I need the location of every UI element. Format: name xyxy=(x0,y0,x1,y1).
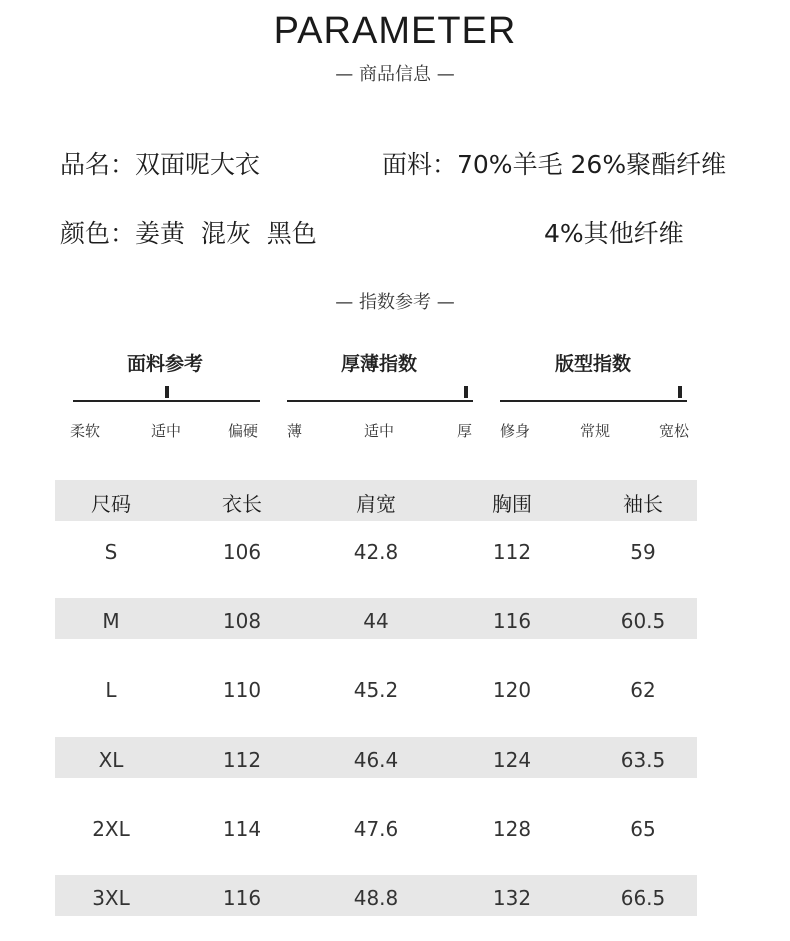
scale-fit-label-low: 修身 xyxy=(500,422,531,440)
product-name: 品名：双面呢大衣 xyxy=(60,150,261,179)
scale-thickness-label-high: 厚 xyxy=(457,422,473,440)
scale-thickness-marker xyxy=(464,386,468,398)
scale-thickness-title: 厚薄指数 xyxy=(340,353,417,375)
table-cell-size: 3XL xyxy=(92,886,130,910)
table-cell-chest: 116 xyxy=(492,609,532,633)
scale-thickness-label-low: 薄 xyxy=(287,422,303,440)
table-cell-sleeve: 66.5 xyxy=(620,886,666,910)
page-title: PARAMETER xyxy=(273,10,517,52)
table-cell-sleeve: 62 xyxy=(630,678,656,702)
product-fabric: 面料：70%羊毛 26%聚酯纤维 xyxy=(382,150,727,179)
table-cell-length: 112 xyxy=(222,748,262,772)
table-cell-shoulder: 44 xyxy=(363,609,389,633)
table-cell-shoulder: 42.8 xyxy=(353,540,399,564)
table-header-length: 衣长 xyxy=(222,492,262,516)
product-colors: 颜色：姜黄 混灰 黑色 xyxy=(60,219,317,248)
product-fabric-continued: 4%其他纤维 xyxy=(544,219,684,248)
scale-fit-label-high: 宽松 xyxy=(659,422,690,440)
scale-fit-label-mid: 常规 xyxy=(580,422,611,440)
table-cell-chest: 124 xyxy=(492,748,532,772)
table-cell-size: XL xyxy=(98,748,124,772)
scale-fit-marker xyxy=(678,386,682,398)
scale-fabric-title: 面料参考 xyxy=(126,353,203,375)
table-cell-sleeve: 60.5 xyxy=(620,609,666,633)
scale-thickness-label-mid: 适中 xyxy=(364,422,395,440)
table-header-size: 尺码 xyxy=(91,492,131,516)
table-cell-sleeve: 63.5 xyxy=(620,748,666,772)
table-header-sleeve: 袖长 xyxy=(623,492,663,516)
scale-fabric-label-low: 柔软 xyxy=(70,422,101,440)
table-cell-length: 114 xyxy=(222,817,262,841)
table-cell-chest: 128 xyxy=(492,817,532,841)
scale-fit-title: 版型指数 xyxy=(554,353,631,375)
table-cell-chest: 112 xyxy=(492,540,532,564)
table-cell-sleeve: 59 xyxy=(630,540,656,564)
scale-fabric-line xyxy=(73,400,260,402)
table-cell-shoulder: 47.6 xyxy=(353,817,399,841)
scale-fabric-marker xyxy=(165,386,169,398)
table-cell-sleeve: 65 xyxy=(630,817,656,841)
table-cell-length: 108 xyxy=(222,609,262,633)
table-cell-shoulder: 48.8 xyxy=(353,886,399,910)
section-subtitle-index: — 指数参考 — xyxy=(335,292,455,313)
table-cell-chest: 120 xyxy=(492,678,532,702)
table-cell-length: 106 xyxy=(222,540,262,564)
scale-fit-line xyxy=(500,400,687,402)
table-cell-shoulder: 45.2 xyxy=(353,678,399,702)
scale-fabric-label-high: 偏硬 xyxy=(228,422,259,440)
table-header-shoulder: 肩宽 xyxy=(356,492,396,516)
table-cell-size: 2XL xyxy=(92,817,130,841)
table-cell-size: L xyxy=(105,678,117,702)
table-cell-shoulder: 46.4 xyxy=(353,748,399,772)
section-subtitle-product-info: — 商品信息 — xyxy=(335,64,455,85)
table-cell-length: 110 xyxy=(222,678,262,702)
table-cell-length: 116 xyxy=(222,886,262,910)
table-cell-chest: 132 xyxy=(492,886,532,910)
table-cell-size: M xyxy=(102,609,120,633)
scale-fabric-label-mid: 适中 xyxy=(151,422,182,440)
table-cell-size: S xyxy=(104,540,118,564)
scale-thickness-line xyxy=(287,400,473,402)
table-header-chest: 胸围 xyxy=(492,492,532,516)
